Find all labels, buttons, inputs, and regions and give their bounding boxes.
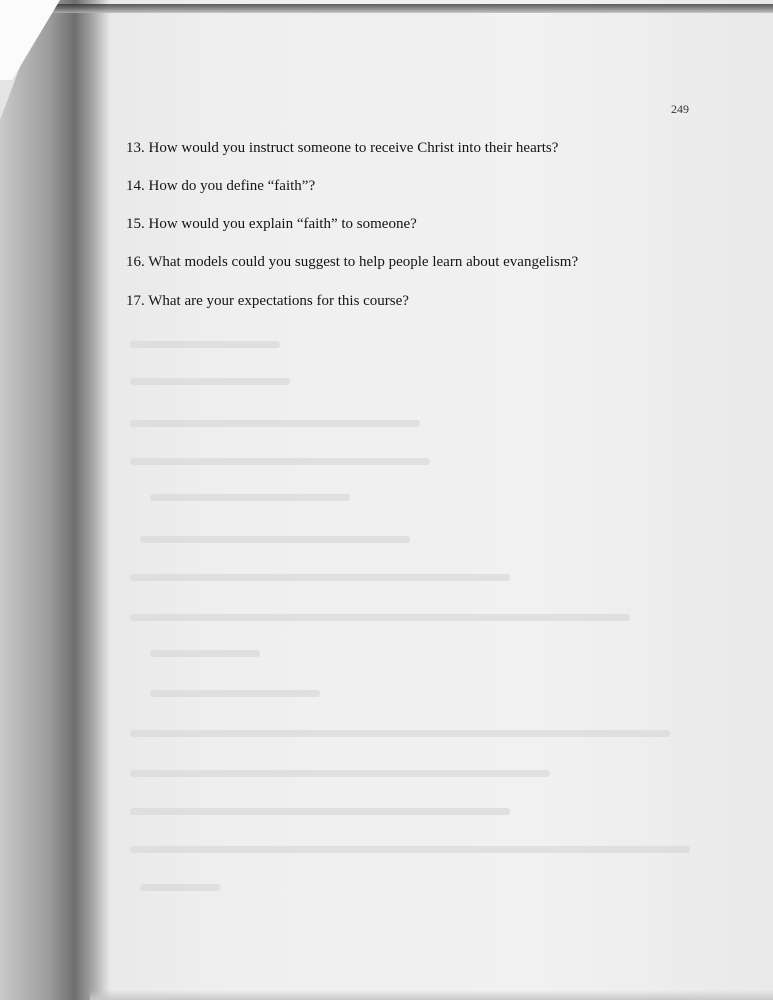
question-13: 13. How would you instruct someone to receive Christ into their hearts? (126, 140, 559, 156)
bottom-edge-shadow (90, 990, 773, 1000)
question-15: 15. How would you explain “faith” to someone? (126, 216, 417, 232)
book-spine-shadow (0, 0, 110, 1000)
question-14: 14. How do you define “faith”? (126, 178, 316, 194)
page-number: 249 (671, 102, 689, 116)
top-edge-shadow (50, 4, 773, 13)
question-16: 16. What models could you suggest to help people learn about evangelism? (126, 254, 579, 270)
question-17: 17. What are your expectations for this course? (126, 293, 409, 309)
